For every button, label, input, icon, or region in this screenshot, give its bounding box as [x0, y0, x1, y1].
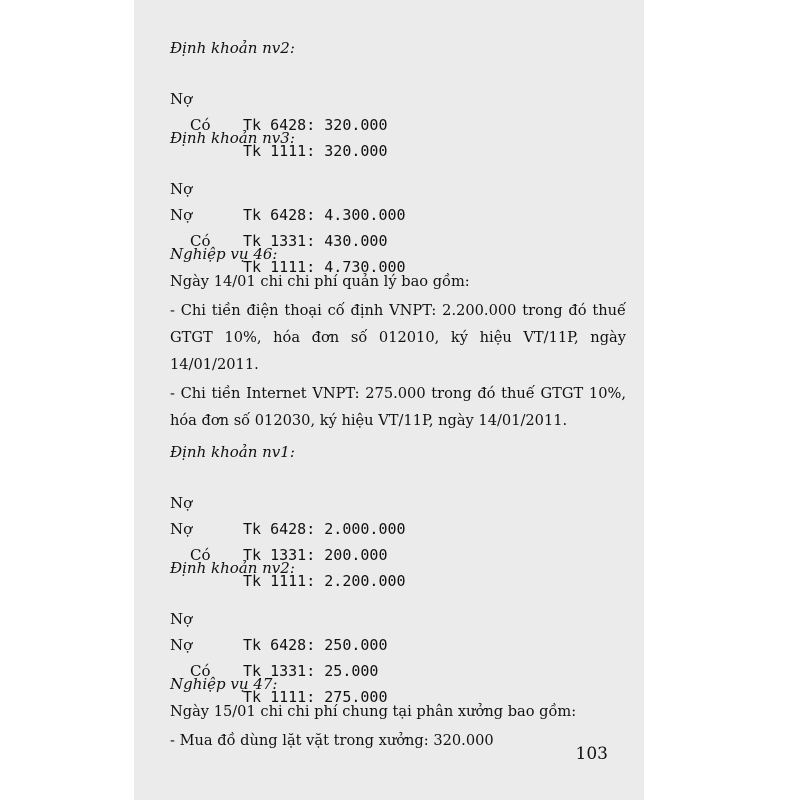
journal-line — [170, 580, 626, 654]
page-content — [170, 30, 626, 754]
section-heading: Định khoản nv3: — [170, 129, 295, 147]
account-entry: Tk 1111: 320.000 — [243, 142, 388, 160]
debit-label: Nợ — [170, 180, 193, 198]
account-entry: Tk 6428: 4.300.000 — [243, 206, 406, 224]
debit-label: Nợ — [170, 636, 193, 654]
credit-label: Có — [190, 546, 211, 564]
journal-line — [170, 150, 626, 224]
credit-label: Có — [190, 232, 211, 250]
debit-label: Nợ — [170, 610, 193, 628]
journal-line — [170, 464, 626, 538]
section-heading: Định khoản nv1: — [170, 443, 295, 461]
page-number: 103 — [575, 744, 608, 764]
transaction-heading: Nghiệp vụ 47: — [170, 675, 278, 693]
debit-label: Nợ — [170, 520, 193, 538]
account-entry: Tk 1111: 4.730.000 — [243, 258, 406, 276]
section-heading: Định khoản nv2: — [170, 559, 295, 577]
account-entry: Tk 1331: 430.000 — [243, 232, 388, 250]
account-entry: Tk 1331: 25.000 — [243, 662, 379, 680]
debit-label: Nợ — [170, 494, 193, 512]
account-entry: Tk 1111: 2.200.000 — [243, 572, 406, 590]
account-entry: Tk 6428: 320.000 — [243, 116, 388, 134]
account-entry: Tk 1111: 275.000 — [243, 688, 388, 706]
account-entry: Tk 6428: 2.000.000 — [243, 520, 406, 538]
book-page — [134, 0, 644, 800]
paragraph: Ngày 15/01 chi chi phí chung tại phân xưởng bao gồm: — [170, 703, 577, 720]
paragraph: - Chi tiền Internet VNPT: 275.000 trong đó thuế GTGT 10%, hóa đơn số 012030, ký hiệu VT/11P, ngày 14/01/2011. — [170, 385, 626, 429]
transaction-heading: Nghiệp vụ 46: — [170, 245, 278, 263]
section-heading: Định khoản nv2: — [170, 39, 295, 57]
account-entry: Tk 1331: 200.000 — [243, 546, 388, 564]
paragraph: Ngày 14/01 chi chi phí quản lý bao gồm: — [170, 273, 470, 290]
paragraph: - Chi tiền điện thoại cố định VNPT: 2.200.000 trong đó thuế GTGT 10%, hóa đơn số 012010, ký hiệu VT/11P, ngày 14/01/2011. — [170, 302, 626, 373]
credit-label: Có — [190, 662, 211, 680]
debit-label: Nợ — [170, 206, 193, 224]
account-entry: Tk 6428: 250.000 — [243, 636, 388, 654]
credit-label: Có — [190, 116, 211, 134]
debit-label: Nợ — [170, 90, 193, 108]
paragraph: - Mua đồ dùng lặt vặt trong xưởng: 320.000 — [170, 732, 494, 749]
